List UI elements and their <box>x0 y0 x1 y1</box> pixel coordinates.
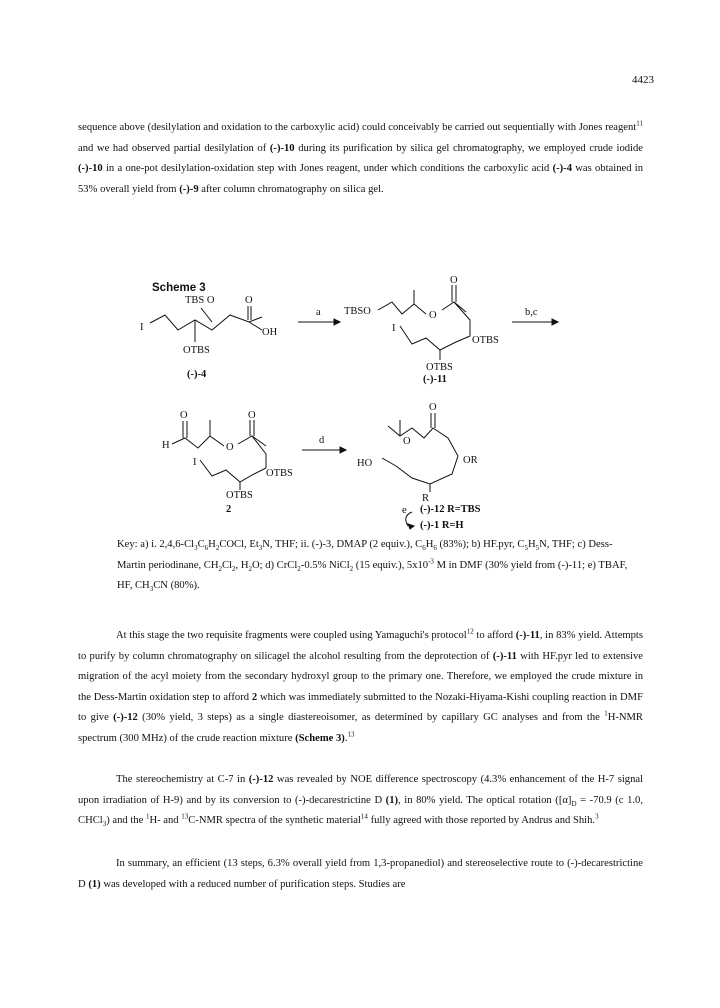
atom-label-ho: HO <box>357 458 373 469</box>
atom-label-i: I <box>140 322 144 333</box>
atom-label-or: OR <box>463 455 478 466</box>
atom-label-otbs-2: OTBS <box>472 335 499 346</box>
atom-label-o-ring: O <box>403 436 411 447</box>
compound-label-11: (-)-11 <box>423 374 447 385</box>
atom-label-o-carbonyl-3: O <box>429 402 437 413</box>
reagent-d: d <box>319 435 325 446</box>
atom-label-otbs: OTBS <box>183 345 210 356</box>
paragraph-4: In summary, an efficient (13 steps, 6.3% overall yield from 1,3-propanediol) and stereoselective route to (-)-decarestrictine D (1) was developed with a reduced number of purification steps. Studies are <box>78 858 643 890</box>
structure-compound-2 <box>162 410 293 515</box>
scheme-title: Scheme 3 <box>152 282 206 294</box>
intro-paragraph: sequence above (desilylation and oxidation to the carboxylic acid) could conceivably be carried out sequentially with Jones reagent$^{11}$ and we had observed partial desilylation of (-)-10 during its purification by silica gel chromatography, we employed crude iodide (-)-10 in a one-pot desilylation-oxidation step with Jones reagent, under which conditions the carboxylic acid (-)-4 was obtained in 53% overall yield from (-)-9 after column chromatography on silica gel. <box>78 119 643 195</box>
atom-label-o-carbonyl: O <box>450 275 458 286</box>
compound-label-1: (-)-1 R=H <box>420 520 464 531</box>
compound-label-2: 2 <box>226 504 232 515</box>
structure-compound-12 <box>357 402 481 531</box>
page-number: 4423 <box>632 74 654 86</box>
atom-label-o-ester-2: O <box>226 442 234 453</box>
paragraph-3: The stereochemistry at C-7 in (-)-12 was revealed by NOE difference spectroscopy (4.3% enhancement of the H-7 signal upon irradiation of H-9) and by its conversion to (-)-decarestrictine D (1), in 80% yield. The optical rotation ($[\alpha]_D = -70.9$ (c 1.0, CHCl$_3$) and the $^1$H- and $^{13}$C-NMR spectra of the synthetic material$^{14}$ fully agreed with those reported by Andrus and Shih.$^3$ <box>78 774 644 829</box>
atom-label-i-3: I <box>193 457 197 468</box>
atom-label-oh: OH <box>262 327 278 338</box>
atom-label-h: H <box>162 440 170 451</box>
atom-label-o-ester: O <box>429 310 437 321</box>
atom-label-o-carbonyl-2: O <box>248 410 256 421</box>
atom-label-otbs-5: OTBS <box>226 490 253 501</box>
paragraph-2: At this stage the two requisite fragments were coupled using Yamaguchi's protocol$^{12}$ to afford (-)-11, in 83% yield. Attempts to purify by column chromatography on silicagel the alcohol resulting from the deprotection of (-)-11 with HF.pyr led to extensive migration of the acyl moiety from the secondary hydroxyl group to the primary one. Therefore, we employed the crude mixture in the Dess-Martin oxidation step to afford 2 which was immediately submitted to the Nozaki-Hiyama-Kishi coupling reaction in DMF to give (-)-12 (30% yield, 3 steps) as a single diastereoisomer, as determined by capillary GC analyses and from the $^1$H-NMR spectrum (300 MHz) of the crude reaction mixture (Scheme 3).$^{13}$ <box>78 627 644 744</box>
atom-label-tbso: TBSO <box>344 306 371 317</box>
atom-label-o: O <box>245 295 253 306</box>
atom-label-r: R <box>422 493 430 504</box>
atom-label-otbs-3: OTBS <box>426 362 453 373</box>
atom-label-otbs-4: OTBS <box>266 468 293 479</box>
atom-label-i-2: I <box>392 323 396 334</box>
reagent-a: a <box>316 307 321 318</box>
scheme-key: Key: a) i. $2,4,6-Cl_3C_6H_2COCl$, $Et_3N$, THF; ii. (-)-3, DMAP (2 equiv.), $C_6H_6$ (83%); b) HF.pyr, $C_5H_5N$, THF; c) Dess-Martin periodinane, $CH_2Cl_2$, $H_2O$; d) CrCl$_2$-0.5% NiCl$_2$ (15 equiv.), $5x10^{-3}$ M in DMF (30% yield from (-)-11; e) TBAF, HF, $CH_3CN$ (80%). <box>117 539 628 594</box>
structure-compound-4 <box>140 295 278 380</box>
atom-label-tbs-o: TBS O <box>185 295 215 306</box>
compound-label-12: (-)-12 R=TBS <box>420 504 481 515</box>
structure-compound-11 <box>344 275 499 385</box>
atom-label-o-aldehyde: O <box>180 410 188 421</box>
reagent-e: e <box>402 505 407 516</box>
reagent-bc: b,c <box>525 307 538 318</box>
compound-label-4: (-)-4 <box>187 369 207 380</box>
